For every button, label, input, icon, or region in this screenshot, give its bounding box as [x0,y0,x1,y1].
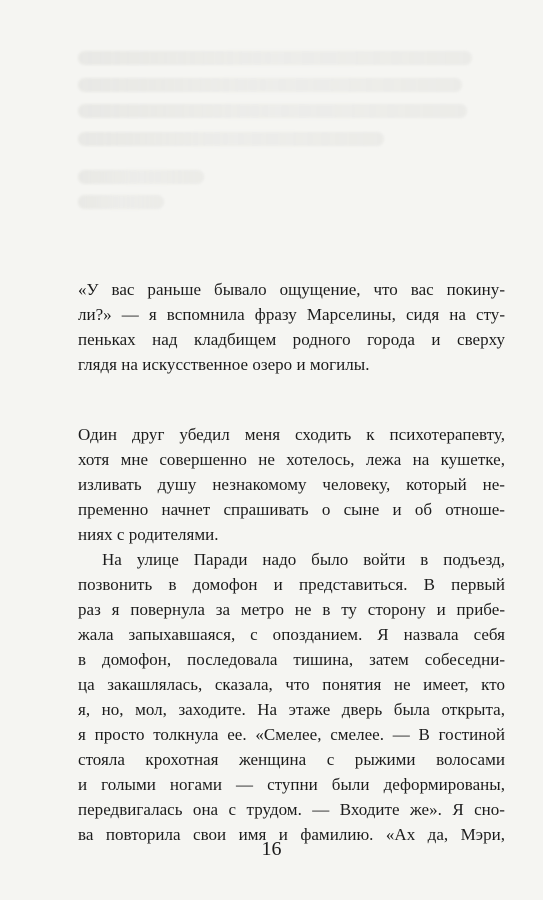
show-through-line-2 [78,78,462,92]
paragraph-1 [78,422,505,547]
paragraph-line: стояла крохотная женщина с рыжими волосами [78,750,505,769]
show-through-line-4 [78,132,384,146]
paragraph-line: Один друг убедил меня сходить к психотерапевту, [78,425,505,444]
paragraph-line: позвонить в домофон и представиться. В первый [78,575,505,594]
show-through-line-5 [78,170,204,184]
epigraph-paragraph [78,277,505,377]
show-through-line-3 [78,104,467,118]
paragraph-2 [78,547,505,847]
show-through-line-1 [78,51,472,65]
paragraph-line: ниях с родителями. [78,525,219,544]
paragraph-line: раз я повернула за метро не в ту сторону и прибе- [78,600,505,619]
paragraph-line: На улице Паради надо было войти в подъезд, [102,550,505,569]
epigraph-line: «У вас раньше бывало ощущение, что вас покину- [78,280,505,299]
paragraph-line: передвигалась она с трудом. — Входите же». Я сно- [78,800,505,819]
show-through-line-6 [78,195,164,209]
page-number: 16 [261,838,282,860]
paragraph-line: и голыми ногами — ступни были деформированы, [78,775,505,794]
epigraph-line: глядя на искусственное озеро и могилы. [78,355,370,374]
paragraph-line: в домофон, последовала тишина, затем собеседни- [78,650,505,669]
paragraph-line: ца закашлялась, сказала, что понятия не имеет, кто [78,675,505,694]
paragraph-line: ва повторила свои имя и фамилию. «Ах да, Мэри, [78,825,505,844]
epigraph-line: пеньках над кладбищем родного города и сверху [78,330,505,349]
paragraph-line: хотя мне совершенно не хотелось, лежа на кушетке, [78,450,505,469]
paragraph-line: изливать душу незнакомому человеку, который не- [78,475,505,494]
paragraph-line: жала запыхавшаяся, с опозданием. Я назвала себя [78,625,505,644]
paragraph-line: пременно начнет спрашивать о сыне и об отноше- [78,500,505,519]
paragraph-line: я просто толкнула ее. «Смелее, смелее. — В гостиной [78,725,505,744]
epigraph-line: ли?» — я вспомнила фразу Марселины, сидя на сту- [78,305,505,324]
paragraph-line: я, но, мол, заходите. На этаже дверь была открыта, [78,700,505,719]
